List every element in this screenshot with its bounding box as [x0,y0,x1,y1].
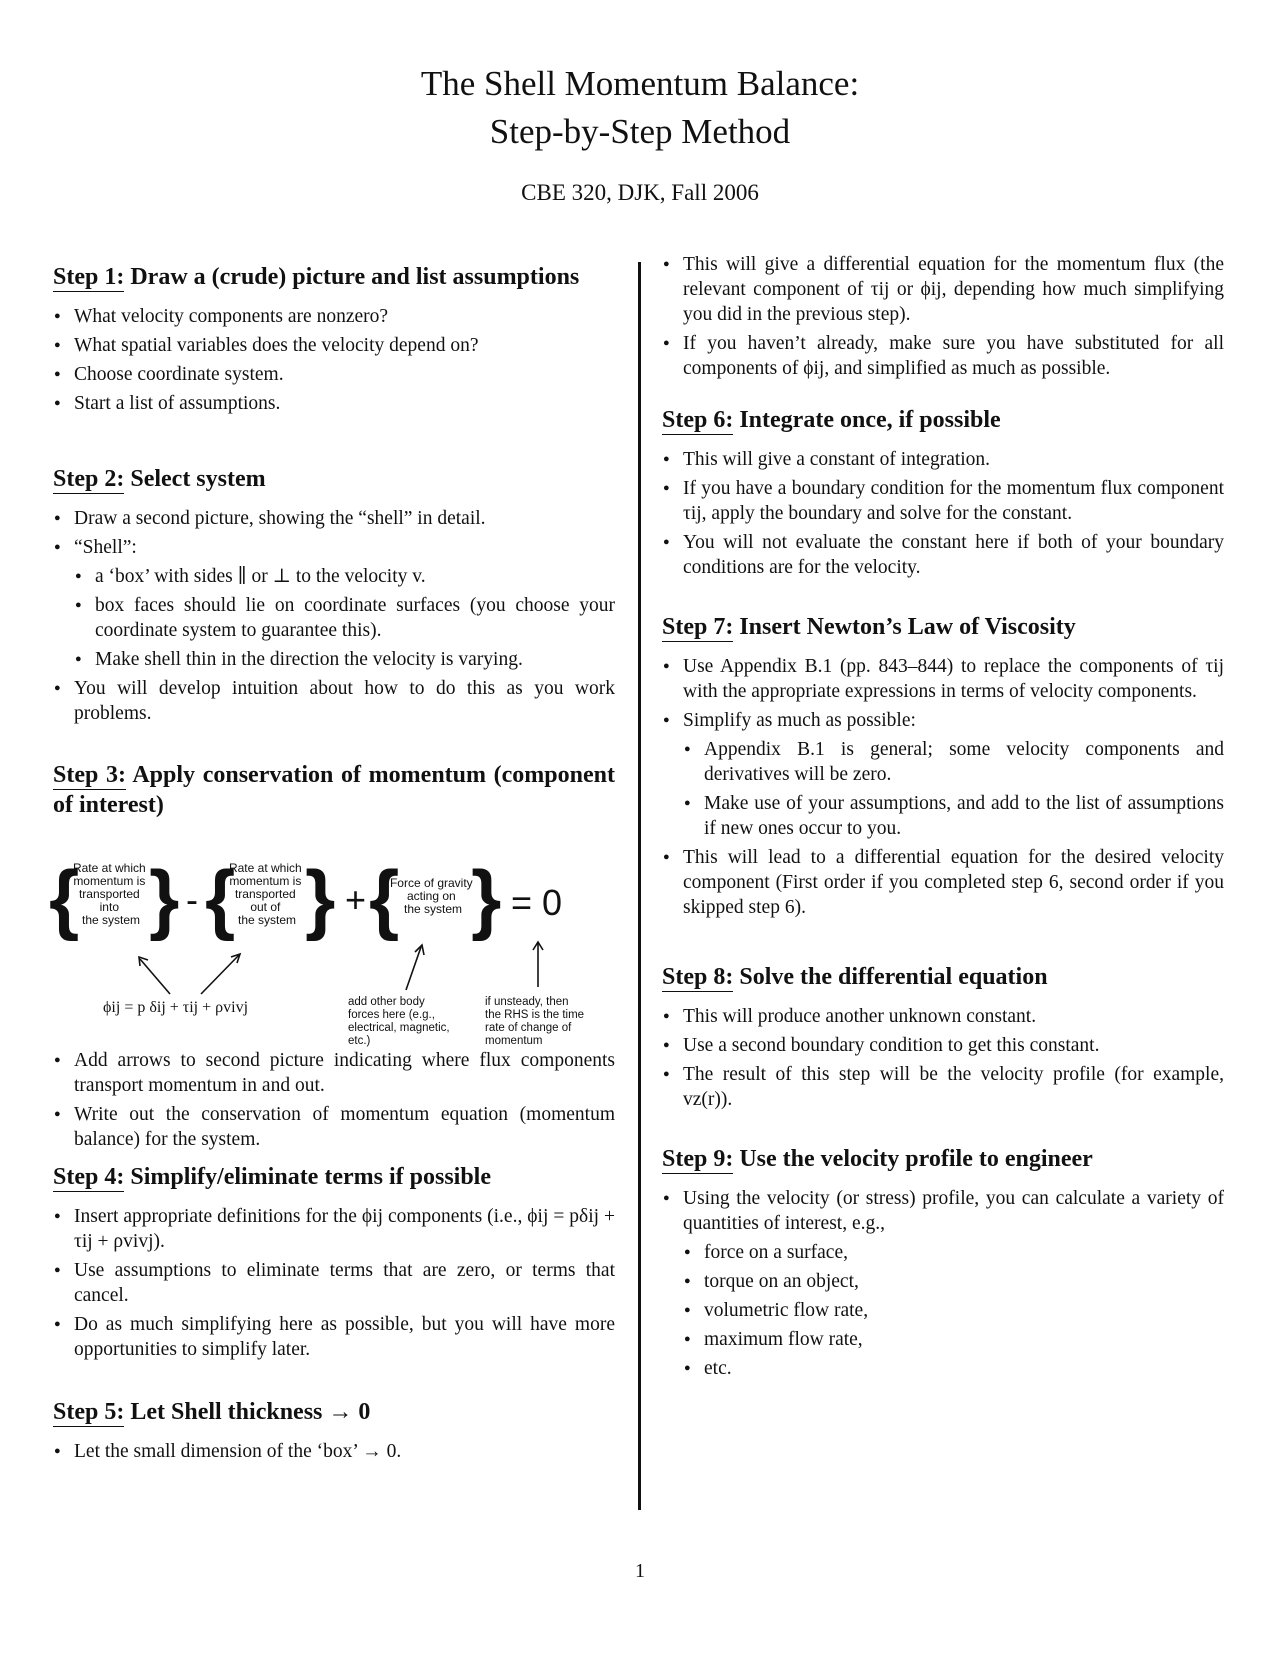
step-6-number: Step 6: [662,407,734,433]
step-8-number: Step 8: [662,964,734,990]
plus-operator: + [345,879,367,920]
list-item: ● Use assumptions to eliminate terms that are zero, or terms that cancel. [53,1258,615,1308]
list-item: ● This will give a constant of integration. [662,447,1224,472]
note-line: electrical, magnetic, [348,1022,450,1034]
step-1-heading [53,262,615,292]
step-9-heading [662,1144,1224,1174]
note-line: etc.) [348,1035,371,1047]
step-6-section [662,405,1224,584]
step-4-heading [53,1162,615,1192]
title-line-1: The Shell Momentum Balance: [420,64,860,103]
brace-close-3: } [471,854,502,942]
title-line-2: Step-by-Step Method [489,112,791,151]
list-item: ● If you have a boundary condition for the momentum flux component τij, apply the boundary and solve for the constant. [662,476,1224,526]
list-item: ● Use a second boundary condition to get this constant. [662,1033,1224,1058]
brace-open-2: { [205,854,236,942]
step-8-list [662,1004,1224,1112]
step-7-number: Step 7: [662,614,734,640]
list-item: ● Use Appendix B.1 (pp. 843–844) to replace the components of τij with the appropriate expressions in terms of velocity components. [662,654,1224,704]
list-item: ● You will not evaluate the constant here if both of your boundary conditions are for the velocity. [662,530,1224,580]
box-1-line: transported [78,887,140,901]
list-item: ● You will develop intuition about how to do this as you work problems. [53,676,615,726]
list-item-text: Simplify as much as possible: [683,710,916,731]
list-item: ● If you haven’t already, make sure you have substituted for all components of ϕij, and simplified as much as possible. [662,331,1224,381]
sub-list-item: ● Appendix B.1 is general; some velocity components and derivatives will be zero. [683,737,1224,787]
list-item: ● The result of this step will be the velocity profile (for example, vz(r)). [662,1062,1224,1112]
column-divider [638,262,641,1510]
brace-open-3: { [369,854,400,942]
box-1-line: momentum is [73,874,146,888]
sub-list [683,1240,1224,1381]
diagram-arrows [139,942,543,994]
momentum-balance-diagram [49,842,615,1052]
step-1-section [53,262,615,420]
box-1-label [73,861,149,927]
list-item: ● Draw a second picture, showing the “shell” in detail. [53,506,615,531]
list-item: ● Choose coordinate system. [53,362,615,387]
step-5-section [53,1397,615,1468]
note-line: the RHS is the time [485,1009,585,1021]
list-item: ● Insert appropriate definitions for the ϕij components (i.e., ϕij = pδij + τij + ρvivj). [53,1204,615,1254]
list-item [662,1186,1224,1381]
brace-open-1: { [49,854,80,942]
sub-list-item: ● torque on an object, [683,1269,1224,1294]
box-1-line: the system [81,913,141,927]
box-3-line: acting on [406,889,456,903]
arrow-flux-out [201,955,239,994]
equals-zero: = 0 [511,882,563,923]
box-1-line: into [99,900,120,914]
step-7-title: Insert Newton’s Law of Viscosity [739,614,1076,640]
step-2-number: Step 2: [53,466,125,492]
step-2-heading [53,464,615,494]
step-5-continued [662,252,1224,385]
step-6-title: Integrate once, if possible [739,407,1001,433]
step-9-number: Step 9: [662,1146,734,1172]
sub-list-item: ● volumetric flow rate, [683,1298,1224,1323]
list-item: ● This will lead to a differential equation for the desired velocity component (First order if you completed step 6, second order if you skipped step 6). [662,845,1224,920]
list-item-text: Using the velocity (or stress) profile, you can calculate a variety of quantities of interest, e.g., [683,1188,1224,1234]
list-item: ● What velocity components are nonzero? [53,304,615,329]
step-1-title: Draw a (crude) picture and list assumptions [130,264,580,290]
note-line: momentum [485,1035,543,1047]
sub-list-item: ● etc. [683,1356,1224,1381]
step-6-heading [662,405,1224,435]
box-2-line: the system [237,913,297,927]
sub-list-item: ● Make use of your assumptions, and add to the list of assumptions if new ones occur to you. [683,791,1224,841]
sub-list-item: ● Make shell thin in the direction the velocity is varying. [74,647,615,672]
step-4-number: Step 4: [53,1164,125,1190]
box-3-line: Force of gravity [389,876,473,890]
step-7-heading [662,612,1224,642]
step-2-list [53,506,615,726]
step-3-list [53,1048,615,1152]
note-line: forces here (e.g., [348,1009,435,1021]
step-2-section [53,464,615,730]
step-5-list-continued [662,252,1224,381]
box-2-line: Rate at which [228,861,302,875]
step-5-heading [53,1397,615,1427]
step-8-title: Solve the differential equation [739,964,1048,990]
step-3-title: Apply conservation of momentum (component of interest) [53,762,615,818]
step-3-notes [53,1048,615,1156]
step-9-list [662,1186,1224,1381]
step-7-list [662,654,1224,920]
box-2-line: out of [250,900,281,914]
sub-list-item: ● maximum flow rate, [683,1327,1224,1352]
step-2-title: Select system [130,466,266,492]
step-9-section [662,1144,1224,1385]
box-3-label [390,876,476,916]
step-5-title: Let Shell thickness → 0 [130,1399,371,1425]
step-8-heading [662,962,1224,992]
note-line: if unsteady, then [485,996,569,1008]
list-item [662,708,1224,841]
page-subtitle: CBE 320, DJK, Fall 2006 [521,180,759,205]
flux-definition: ϕij = p δij + τij + ρvivj [103,999,249,1016]
step-5-number: Step 5: [53,1399,125,1425]
sub-list [683,737,1224,841]
step-4-title: Simplify/eliminate terms if possible [130,1164,491,1190]
step-3-section [53,760,615,820]
arrow-flux-in [140,959,170,994]
box-2-label [229,861,305,927]
list-item: ● This will produce another unknown constant. [662,1004,1224,1029]
sub-list-item: ● box faces should lie on coordinate surfaces (you choose your coordinate system to guarantee this). [74,593,615,643]
list-item: ● Add arrows to second picture indicating where flux components transport momentum in and out. [53,1048,615,1098]
brace-close-2: } [305,854,336,942]
step-3-heading [53,760,615,820]
step-4-list [53,1204,615,1362]
sub-list [74,564,615,672]
list-item: ● Do as much simplifying here as possible, but you will have more opportunities to simplify later. [53,1312,615,1362]
step-5-list [53,1439,615,1464]
box-1-line: Rate at which [72,861,146,875]
step-3-number: Step 3: [53,762,126,788]
brace-close-1: } [149,854,180,942]
unsteady-note [485,996,587,1047]
arrowhead [139,957,148,966]
list-item: ● What spatial variables does the velocity depend on? [53,333,615,358]
step-8-section [662,962,1224,1116]
step-6-list [662,447,1224,580]
list-item: ● Write out the conservation of momentum equation (momentum balance) for the system. [53,1102,615,1152]
box-2-line: transported [234,887,296,901]
step-9-title: Use the velocity profile to engineer [739,1146,1093,1172]
note-line: rate of change of [485,1022,572,1034]
list-item: ● Let the small dimension of the ‘box’ → 0. [53,1439,615,1464]
sub-list-item: ● force on a surface, [683,1240,1224,1265]
arrow-body-force [406,947,421,990]
body-force-note [348,996,453,1047]
minus-operator: - [186,879,198,920]
note-line: add other body [348,996,425,1008]
list-item [53,535,615,672]
step-7-section [662,612,1224,924]
page-number: 1 [635,1560,645,1582]
box-3-line: the system [403,902,463,916]
list-item: ● This will give a differential equation for the momentum flux (the relevant component of τij or ϕij, depending how much simplifying you did in the previous step). [662,252,1224,327]
step-4-section [53,1162,615,1366]
page-title [0,60,1280,156]
box-2-line: momentum is [229,874,302,888]
list-item-text: “Shell”: [74,537,137,558]
sub-list-item: ● a ‘box’ with sides ∥ or ⊥ to the velocity v. [74,564,615,589]
step-1-number: Step 1: [53,264,125,290]
step-1-list [53,304,615,416]
list-item: ● Start a list of assumptions. [53,391,615,416]
